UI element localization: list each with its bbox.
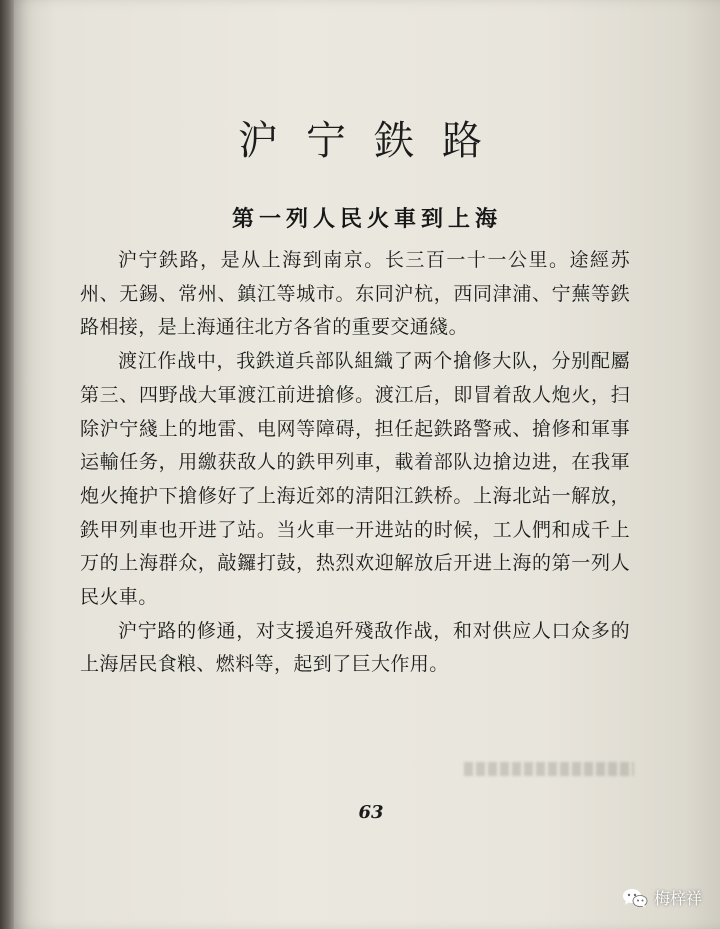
- page-number: 63: [358, 802, 384, 823]
- paragraph-3: 沪宁路的修通，对支援追歼殘敌作战，和对供应人口众多的上海居民食粮、燃料等，起到了巨大作用。: [80, 619, 630, 676]
- paragraph-2: 渡江作战中，我鉄道兵部队組織了两个搶修大队，分别配屬第三、四野战大軍渡江前进搶修。渡江后，即冒着敌人炮火，扫除沪宁綫上的地雷、电网等障碍，担任起鉄路警戒、搶修和軍事运輸任务，用繳获敌人的鉄甲列車，載着部队边搶边进，在我軍炮火掩护下搶修好了上海近郊的淸阳江鉄桥。上海北站一解放，鉄甲列車也开进了站。当火車一开进站的时候，工人們和成千上万的上海群众，敲鑼打鼓，热烈欢迎解放后开进上海的第一列人民火車。: [80, 350, 630, 609]
- book-page: [14, 0, 720, 929]
- book-spine: [0, 0, 14, 929]
- paragraph-1: 沪宁鉄路，是从上海到南京。长三百一十一公里。途經苏州、无錫、常州、鎮江等城市。东同沪杭，西同津浦、宁蕪等鉄路相接，是上海通往北方各省的重要交通綫。: [80, 249, 630, 339]
- wechat-icon: [622, 888, 648, 908]
- section-subtitle: 第一列人民火車到上海: [231, 206, 502, 233]
- show-through-text: [464, 762, 634, 776]
- page-title: 沪宁鉄路: [238, 117, 510, 164]
- body-text: [80, 244, 630, 682]
- watermark: [622, 886, 702, 909]
- watermark-text: 梅梓祥: [653, 889, 702, 908]
